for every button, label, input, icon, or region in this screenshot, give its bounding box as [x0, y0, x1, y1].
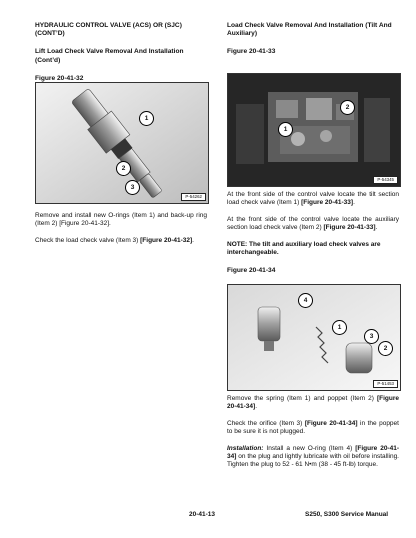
- page-number: 20-41-13: [189, 511, 216, 518]
- callout-4: 4: [298, 293, 313, 308]
- subsection-title: Load Check Valve Removal And Installation (Tilt And Auxiliary): [227, 22, 392, 38]
- callout-1: 1: [278, 122, 293, 137]
- callout-3: 3: [125, 180, 140, 195]
- figure-tag: P-54262: [181, 193, 206, 201]
- paragraph: Remove the spring (Item 1) and poppet (Item 2) [Figure 20-41-34].: [227, 395, 399, 411]
- section-title: HYDRAULIC CONTROL VALVE (ACS) OR (SJC) (CONT’D): [35, 22, 182, 38]
- figure-tag: P-51453: [373, 380, 398, 388]
- figure-tag: P-54345: [373, 176, 398, 184]
- paragraph: Check the orifice (Item 3) [Figure 20-41-34] in the poppet to be sure it is not plugged.: [227, 419, 399, 436]
- figure-label: Figure 20-41-34: [227, 267, 276, 275]
- callout-2: 2: [378, 341, 393, 356]
- callout-2: 2: [340, 100, 355, 115]
- figure-label: Figure 20-41-33: [227, 48, 276, 56]
- figure-20-41-33-photo: [227, 73, 401, 187]
- figure-label: Figure 20-41-32: [35, 74, 84, 82]
- paragraph: At the front side of the control valve locate the auxiliary section load check valve (Item 2) [Figure 20-41-33].: [227, 215, 399, 232]
- note: NOTE: The tilt and auxiliary load check valves are interchangeable.: [227, 240, 381, 257]
- paragraph: Remove and install new O-rings (Item 1) and back-up ring (Item 2) [Figure 20-41-32].: [35, 212, 207, 228]
- subsection-title: Lift Load Check Valve Removal And Installation (Cont’d): [35, 48, 184, 64]
- control-valve-illustration: [228, 74, 400, 186]
- right-body-2: [227, 395, 399, 470]
- callout-2: 2: [116, 161, 131, 176]
- figure-20-41-34-photo: [227, 284, 401, 391]
- left-body: [35, 212, 207, 245]
- callout-3: 3: [364, 329, 379, 344]
- manual-title: S250, S300 Service Manual: [305, 511, 389, 518]
- load-check-valve-illustration: [36, 83, 208, 203]
- right-body-1: [227, 191, 399, 275]
- right-column: [227, 22, 399, 56]
- left-column: [35, 22, 207, 83]
- callout-1: 1: [332, 320, 347, 335]
- paragraph: Check the load check valve (Item 3) [Figure 20-41-32].: [35, 236, 194, 244]
- paragraph: At the front side of the control valve locate the tilt section load check valve (Item 1) [Figure 20-41-33].: [227, 191, 399, 207]
- figure-20-41-32-photo: [35, 82, 209, 204]
- paragraph: Installation: Install a new O-ring (Item 4) [Figure 20-41-34] on the plug and lightly lubricate with oil before installing. Tighten the plug to 52 - 61 N•m (38 - 45 ft-lb) torque.: [227, 444, 399, 469]
- callout-1: 1: [139, 111, 154, 126]
